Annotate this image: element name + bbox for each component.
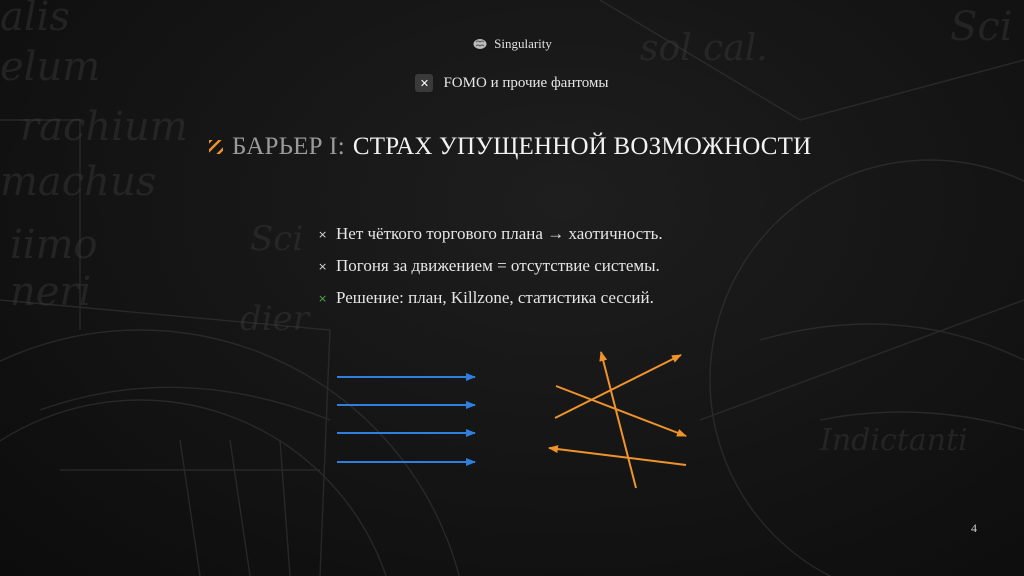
svg-text:machus: machus	[0, 159, 157, 205]
svg-text:sol cal.: sol cal.	[640, 28, 768, 69]
bullet-text: Погоня за движением = отсутствие системы.	[336, 256, 660, 275]
svg-text:Indictanti: Indictanti	[820, 423, 968, 458]
svg-text:neri: neri	[10, 269, 92, 315]
green-x-bullet-icon: ×	[318, 291, 328, 305]
x-bullet-icon: ×	[318, 227, 328, 241]
heading-title: СТРАХ УПУЩЕННОЙ ВОЗМОЖНОСТИ	[352, 133, 812, 160]
svg-text:iimo: iimo	[10, 222, 98, 268]
ordered-arrows	[337, 377, 475, 462]
heading-prefix: БАРЬЕР I:	[232, 133, 345, 160]
bullet-text: Решение: план, Killzone, статистика сессий.	[336, 288, 654, 307]
chaotic-arrows	[549, 352, 686, 488]
svg-text:dier: dier	[240, 299, 310, 339]
orange-arrow	[601, 352, 636, 488]
svg-text:elum: elum	[0, 44, 101, 90]
svg-text:Sci: Sci	[950, 4, 1013, 50]
brand-name: Singularity	[494, 36, 552, 51]
svg-text:alis: alis	[0, 0, 70, 40]
badge-text: FOMO и прочие фантомы	[443, 74, 609, 91]
page-number: 4	[971, 521, 977, 535]
x-mark-icon: ✕	[415, 74, 433, 92]
x-bullet-icon: ×	[318, 259, 328, 273]
bullet-text: Нет чёткого торгового плана → хаотичность.	[336, 224, 663, 243]
svg-text:Sci: Sci	[250, 219, 304, 259]
orange-arrow	[549, 448, 686, 465]
svg-text:rachium: rachium	[20, 104, 188, 150]
orange-arrow	[555, 355, 681, 418]
